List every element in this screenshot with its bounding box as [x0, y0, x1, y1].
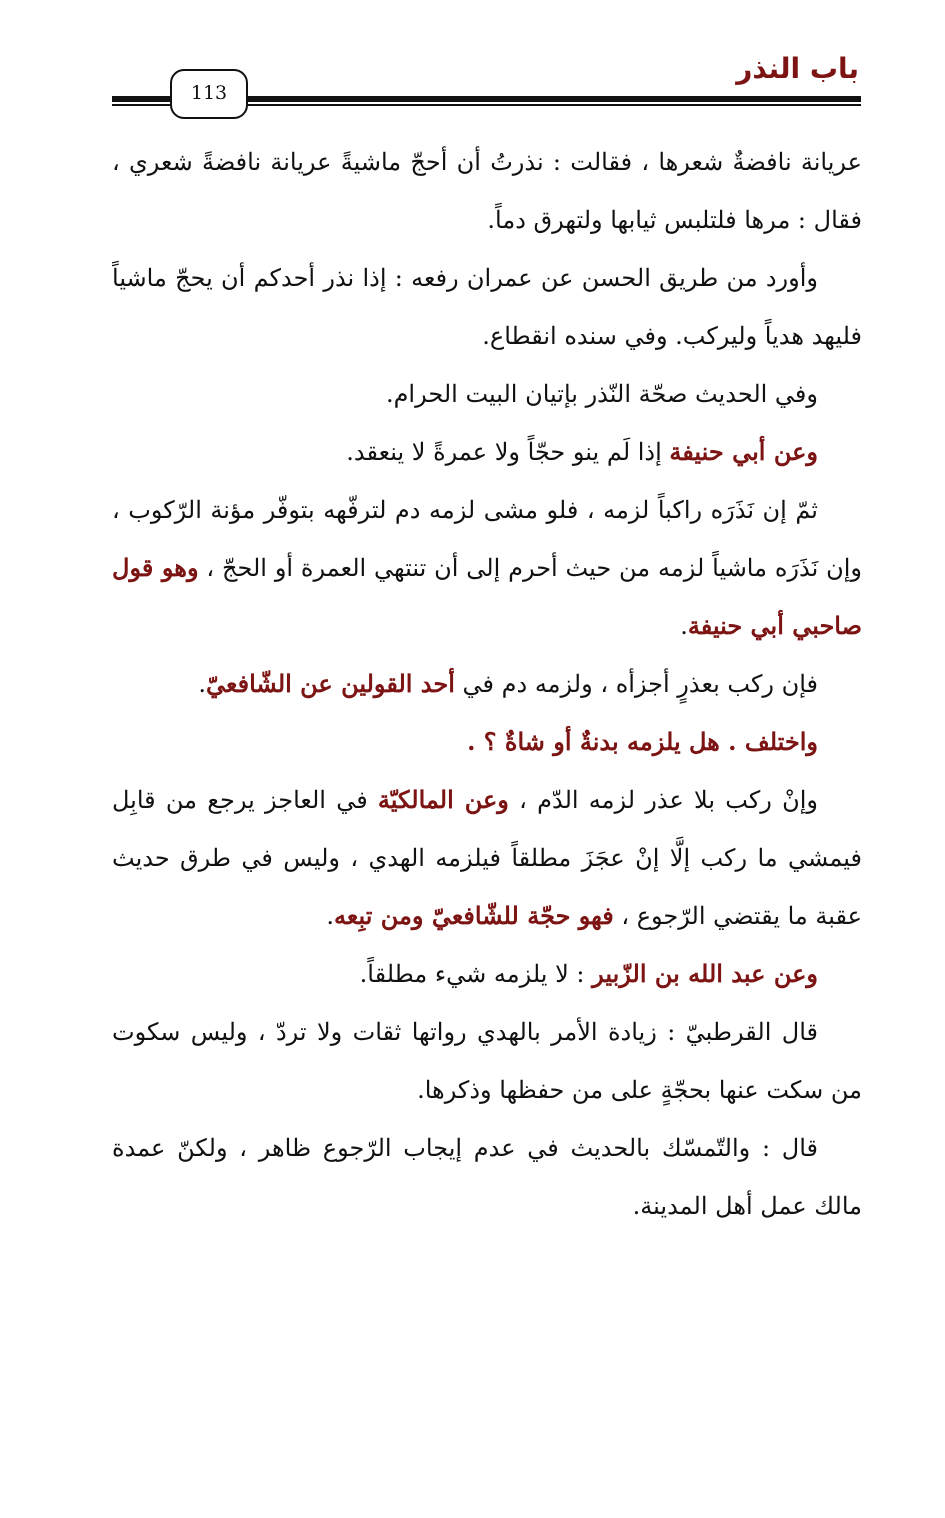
highlighted-text: وعن المالكيّة	[377, 785, 509, 814]
text-segment: وأورد من طريق الحسن عن عمران رفعه : إذا نذر أحدكم أن يحجّ ماشياً فليهد هدياً وليركب. وفي سنده انقطاع.	[112, 264, 862, 350]
paragraph	[112, 655, 862, 713]
text-segment: إذا لَم ينو حجّاً ولا عمرةً لا ينعقد.	[346, 438, 670, 466]
paragraph	[112, 945, 862, 1003]
text-segment: قال : والتّمسّك بالحديث في عدم إيجاب الرّجوع ظاهر ، ولكنّ عمدة مالك عمل أهل المدينة.	[112, 1134, 862, 1220]
text-segment: ثمّ إن نَذَرَه راكباً لزمه ، فلو مشى لزمه دم لترفّهه بتوفّر مؤنة الرّكوب ، وإن نَذَرَه ماشياً لزمه من حيث أحرم إلى أن تنتهي العمرة أو الحجّ ،	[112, 496, 863, 582]
paragraph	[112, 1003, 862, 1119]
highlighted-text: واختلف . هل يلزمه بدنةٌ أو شاةٌ ؟ .	[467, 727, 818, 756]
highlighted-text: وعن أبي حنيفة	[669, 437, 818, 466]
chapter-title: باب النذر	[736, 52, 859, 85]
page-header	[0, 0, 945, 120]
text-segment: وفي الحديث صحّة النّذر بإتيان البيت الحرام.	[385, 380, 818, 408]
highlighted-text: أحد القولين عن الشّافعيّ	[206, 669, 455, 698]
highlighted-text: فهو حجّة للشّافعيّ ومن تبِعه	[334, 901, 614, 930]
page-number: 113	[170, 69, 248, 119]
text-segment: فإن ركب بعذرٍ أجزأه ، ولزمه دم في	[454, 670, 818, 698]
paragraph	[112, 713, 862, 771]
text-segment: : لا يلزمه شيء مطلقاً.	[359, 960, 593, 988]
body-text	[112, 133, 862, 1235]
text-segment: .	[326, 902, 335, 930]
text-segment: .	[198, 670, 207, 698]
paragraph	[112, 365, 862, 423]
text-segment: قال القرطبيّ : زيادة الأمر بالهدي رواتها ثقات ولا تردّ ، وليس سكوت من سكت عنها بحجّةٍ على من حفظها وذكرها.	[112, 1018, 862, 1104]
text-segment: عريانة نافضةٌ شعرها ، فقالت : نذرتُ أن أحجّ ماشيةً عريانة نافضةً شعري ، فقال : مرها فلتلبس ثيابها ولتهرق دماً.	[112, 148, 862, 234]
highlighted-text: وهو قول صاحبي أبي حنيفة	[112, 553, 862, 640]
text-segment: .	[680, 612, 688, 640]
paragraph	[112, 1119, 862, 1235]
paragraph	[112, 481, 862, 655]
paragraph	[112, 771, 862, 945]
paragraph	[112, 133, 862, 249]
text-segment: وإنْ ركب بلا عذر لزمه الدّم ،	[508, 786, 818, 814]
paragraph	[112, 249, 862, 365]
highlighted-text: وعن عبد الله بن الزّبير	[592, 959, 818, 988]
text-segment: في العاجز يرجع من قابِل فيمشي ما ركب إلَّا إنْ عجَزَ مطلقاً فيلزمه الهدي ، وليس في طرق حديث عقبة ما يقتضي الرّجوع ،	[112, 786, 863, 930]
paragraph	[112, 423, 862, 481]
